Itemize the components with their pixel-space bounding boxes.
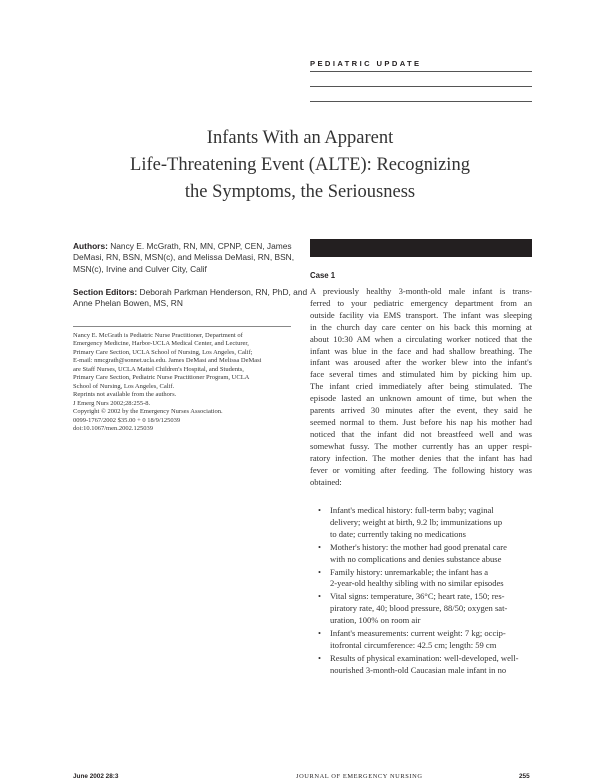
doi: doi:10.1067/men.2002.125039 <box>73 424 153 432</box>
list-item-line: Infant's measurements: current weight: 7 kg; occip- <box>330 628 506 639</box>
list-item-line: Mother's history: the mother had good prenatal care <box>330 541 507 552</box>
paragraph-line: about 10:30 AM when a circulating worker noticed that the <box>310 333 532 344</box>
header-rule <box>310 71 532 72</box>
authors-label: Authors: <box>73 241 108 251</box>
section-editors-line: Anne Phelan Bowen, MS, RN <box>73 298 183 309</box>
list-item-line: Family history: unremarkable; the infant has a <box>330 566 489 577</box>
author-footnote <box>73 332 295 433</box>
paragraph-line: outside facility via EMS transport. The infant was sleeping <box>310 309 532 320</box>
history-list <box>318 505 534 678</box>
page-number: 255 <box>519 773 530 780</box>
column-header-bar <box>310 239 532 257</box>
article-title <box>40 125 560 206</box>
bullet-icon: • <box>318 591 321 602</box>
paragraph-line: The infant cried immediately after being stimulated. The <box>310 381 532 392</box>
list-item <box>318 591 534 627</box>
list-item-line: to date; currently taking no medications <box>330 528 466 539</box>
case-paragraph <box>310 286 532 488</box>
list-item-line: with no complications and denies substance abuse <box>330 553 502 564</box>
bullet-icon: • <box>318 652 321 663</box>
paragraph-line: ferred to your pediatric emergency department from an <box>310 297 532 308</box>
citation: J Emerg Nurs 2002;28:255-8. <box>73 399 151 407</box>
affiliation-line: are Staff Nurses, UCLA Mattel Children's Hospital, and Students, <box>73 365 244 373</box>
affiliation-line: Primary Care Section, Pediatric Nurse Practitioner Program, UCLA <box>73 374 250 382</box>
list-item-line: Infant's medical history: full-term baby; vaginal <box>330 505 494 515</box>
bullet-icon: • <box>318 628 321 639</box>
paragraph-line: parents arrived 30 minutes after the event, they said he <box>310 405 532 416</box>
bullet-icon: • <box>318 505 321 515</box>
authors-block <box>73 241 295 275</box>
footnote-divider <box>73 326 291 327</box>
bullet-icon: • <box>318 566 321 577</box>
paragraph-line: seemed normal to them. Just before his nap his mother had <box>310 416 532 427</box>
bullet-icon: • <box>318 541 321 552</box>
list-item-line: nourished 3-month-old Caucasian male infant in no <box>330 664 507 675</box>
affiliation-line: E-mail: nmcgrath@sonnet.ucla.edu. James DeMasi and Melissa DeMasi <box>73 357 262 365</box>
section-editors-block <box>73 287 308 310</box>
list-item-line: Results of physical examination: well-developed, well- <box>330 652 519 663</box>
title-line: the Symptoms, the Seriousness <box>184 182 416 202</box>
list-item <box>318 653 534 677</box>
list-item <box>318 567 534 591</box>
copyright: Copyright © 2002 by the Emergency Nurses Association. <box>73 408 223 416</box>
reprints-note: Reprints not available from the authors. <box>73 391 177 399</box>
case-heading: Case 1 <box>310 271 336 280</box>
list-item-line: uration, 100% on room air <box>330 615 421 626</box>
paragraph-line: noticed that the infant did not breastfeed well and was <box>310 428 532 439</box>
section-label: PEDIATRIC UPDATE <box>310 59 422 68</box>
list-item-line: itofrontal circumference: 42.5 cm; length: 59 cm <box>330 639 497 650</box>
issn: 0099-1767/2002 $35.00 + 0 18/9/125039 <box>73 416 181 424</box>
list-item-line: Vital signs: temperature, 36°C; heart rate, 150; res- <box>330 591 505 602</box>
header-rule <box>310 101 532 102</box>
authors-line: DeMasi, RN, BSN, MSN(c), and Melissa DeMasi, RN, BSN, <box>73 252 295 263</box>
paragraph-line: in the church day care center on his back this morning at <box>310 321 532 332</box>
affiliation-line: Nancy E. McGrath is Pediatric Nurse Practitioner, Department of <box>73 332 243 339</box>
title-line: Infants With an Apparent <box>206 128 394 148</box>
footer-issue: June 2002 28:3 <box>73 773 119 780</box>
affiliation-line: Emergency Medicine, Harbor-UCLA Medical Center, and Lecturer, <box>73 340 249 348</box>
authors-line: Nancy E. McGrath, RN, MN, CPNP, CEN, James <box>110 241 292 251</box>
authors-line: MSN(c), Irvine and Culver City, Calif <box>73 263 207 274</box>
title-line: Life-Threatening Event (ALTE): Recognizing <box>130 155 470 175</box>
list-item <box>318 628 534 652</box>
list-item <box>318 505 534 541</box>
paragraph-line: A previously healthy 3-month-old male infant is trans- <box>310 286 532 296</box>
footer-journal: JOURNAL OF EMERGENCY NURSING <box>296 773 423 780</box>
paragraph-line: fever or vomiting after feeding. The following history was <box>310 464 532 475</box>
affiliation-line: School of Nursing, Los Angeles, Calif. <box>73 382 175 390</box>
list-item-line: piratory rate, 40; blood pressure, 88/50; oxygen sat- <box>330 603 508 614</box>
paragraph-line: infant was blue in the face and had shallow breathing. The <box>310 345 532 356</box>
affiliation-line: Primary Care Section, UCLA School of Nursing, Los Angeles, Calif; <box>73 348 253 356</box>
list-item <box>318 542 534 566</box>
paragraph-line: infant was aroused after the worker blew into the infant's <box>310 357 532 368</box>
header-rule <box>310 86 532 87</box>
paragraph-line: somewhat fussy. The mother currently has an upper respi- <box>310 440 532 451</box>
section-editors-line: Deborah Parkman Henderson, RN, PhD, and <box>139 287 308 297</box>
list-item-line: delivery; weight at birth, 9.2 lb; immunizations up <box>330 516 503 527</box>
paragraph-line: ratory infection. The mother denies that the infant has had <box>310 452 532 463</box>
paragraph-line: episode lasted an unknown amount of time, but when the <box>310 393 532 404</box>
section-editors-label: Section Editors: <box>73 287 138 297</box>
paragraph-line: obtained: <box>310 476 342 487</box>
list-item-line: 2-year-old healthy sibling with no similar episodes <box>330 578 504 589</box>
paragraph-line: face several times and stimulated him by picking him up. <box>310 369 532 380</box>
